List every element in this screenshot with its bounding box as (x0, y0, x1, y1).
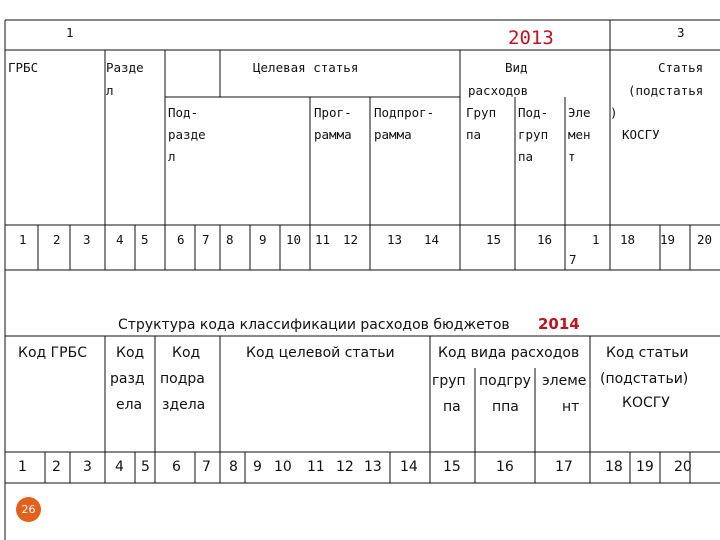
gruppa-header-line1: Груп (466, 105, 497, 120)
digit-cell: 14 (400, 459, 418, 475)
digit-cell: 11 (315, 232, 331, 247)
digit-cell: 16 (537, 232, 553, 247)
statya-header-line1: Статья (658, 60, 704, 75)
digit-cell: 8 (229, 459, 238, 475)
kod-razdela-line2: разд (110, 371, 145, 387)
vid-rashodov-header-line1: Вид (505, 60, 528, 75)
digit-cell: 2 (53, 232, 61, 247)
digit-cell: 2 (52, 459, 61, 475)
kod-celevoy-statyi-header: Код целевой статьи (246, 345, 395, 361)
digit-cell: 17 (555, 459, 573, 475)
digit-cell: 14 (424, 232, 440, 247)
statya-header-line3: ) (610, 105, 618, 120)
digit-cell: 12 (336, 459, 354, 475)
podprogramma-header-line1: Подпрог- (374, 105, 435, 120)
vid-rashodov-header-line2: расходов (468, 83, 529, 98)
digit-cell: 15 (443, 459, 461, 475)
digit-cell: 1 (592, 232, 600, 247)
element-header-line3: т (568, 149, 576, 164)
statya-header-kosgu: КОСГУ (622, 127, 660, 142)
kod-podrazdela-line2: подра (160, 371, 205, 387)
digit-cell: 5 (141, 459, 150, 475)
digit-cell: 6 (172, 459, 181, 475)
digit-cell: 11 (307, 459, 325, 475)
structure-title: Структура кода классификации расходов бюджетов (118, 317, 510, 333)
digit-cell: 4 (115, 459, 124, 475)
kod-razdela-line1: Код (116, 345, 145, 361)
element-2014-line2: нт (562, 399, 580, 415)
gruppa-2014-line1: груп (432, 373, 466, 389)
year-2014-label: 2014 (538, 315, 580, 333)
digit-cell: 4 (116, 232, 124, 247)
podgruppa-header-line2: груп (518, 127, 549, 142)
digit-cell: 6 (177, 232, 185, 247)
kod-vida-rashodov-header: Код вида расходов (438, 345, 580, 361)
gruppa-2014-line2: па (443, 399, 461, 415)
statya-header-line2: (подстатья (628, 83, 704, 98)
digit-cell: 20 (697, 232, 713, 247)
kod-stati-line2: (подстатьи) (600, 371, 689, 387)
digit-cell: 19 (660, 232, 676, 247)
year-2013-label: 2013 (508, 27, 554, 49)
digit-cell: 1 (18, 459, 27, 475)
podrazdel-header-line1: Под- (168, 105, 199, 120)
digit-cell: 19 (636, 459, 654, 475)
podrazdel-header-line2: разде (168, 127, 206, 142)
digit-cell: 7 (202, 232, 210, 247)
podgruppa-2014-line2: ппа (492, 399, 519, 415)
celevaya-statya-header: Целевая статья (253, 60, 359, 75)
element-header-line1: Эле (568, 105, 591, 120)
digit-cell: 15 (486, 232, 502, 247)
element-header-line2: мен (568, 127, 591, 142)
digit-cell: 10 (286, 232, 302, 247)
digit-cell: 20 (674, 459, 692, 475)
digit-cell: 3 (83, 459, 92, 475)
element-2014-line1: элеме (542, 373, 587, 389)
grbs-header: ГРБС (8, 60, 39, 75)
razdel-header-line1: Разде (106, 60, 144, 75)
digit-cell: 8 (226, 232, 234, 247)
programma-header-line2: рамма (314, 127, 352, 142)
razdel-header-line2: л (106, 83, 114, 98)
digit-cell: 5 (141, 232, 149, 247)
kod-razdela-line3: ела (116, 397, 143, 413)
digit-cell: 9 (253, 459, 262, 475)
digit-cell: 7 (569, 252, 577, 267)
digit-cell: 16 (496, 459, 514, 475)
header-number-3: 3 (677, 25, 685, 40)
kod-podrazdela-line3: здела (162, 397, 206, 413)
podprogramma-header-line2: рамма (374, 127, 412, 142)
digit-cell: 18 (605, 459, 623, 475)
podgruppa-header-line3: па (518, 149, 534, 164)
digit-cell: 12 (343, 232, 359, 247)
gruppa-header-line2: па (466, 127, 482, 142)
digit-cell: 7 (202, 459, 211, 475)
kod-grbs-header: Код ГРБС (18, 345, 87, 361)
kod-stati-kosgu: КОСГУ (622, 395, 670, 411)
slide-number-badge: 26 (16, 497, 41, 522)
digit-cell: 3 (83, 232, 91, 247)
kod-stati-line1: Код статьи (606, 345, 689, 361)
podgruppa-2014-line1: подгру (479, 373, 531, 389)
digit-cell: 10 (274, 459, 292, 475)
header-number-1: 1 (66, 25, 74, 40)
digit-cell: 1 (19, 232, 27, 247)
digit-cell: 18 (620, 232, 636, 247)
digit-cell: 13 (387, 232, 403, 247)
digit-cell: 9 (259, 232, 267, 247)
programma-header-line1: Прог- (314, 105, 352, 120)
podrazdel-header-line3: л (168, 149, 176, 164)
podgruppa-header-line1: Под- (518, 105, 549, 120)
digit-cell: 13 (364, 459, 382, 475)
kod-podrazdela-line1: Код (172, 345, 201, 361)
